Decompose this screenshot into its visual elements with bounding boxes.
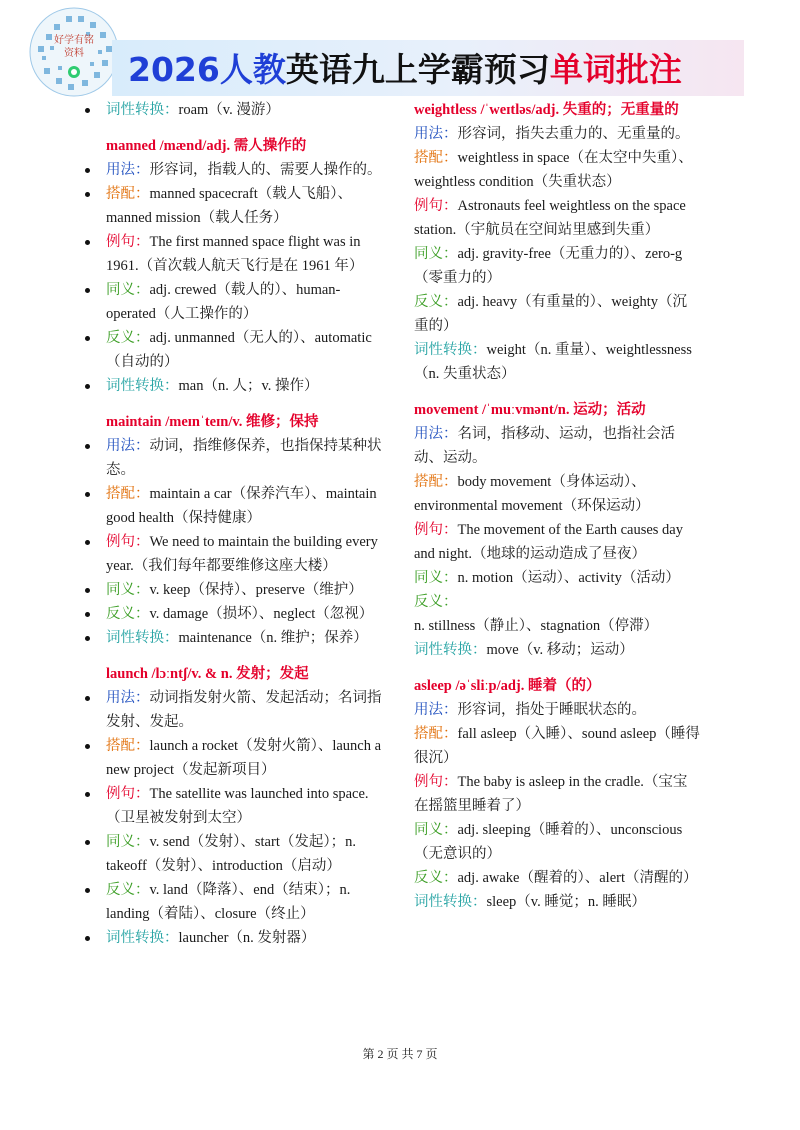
entry-item xyxy=(414,890,700,914)
entry-item xyxy=(414,818,700,866)
item-text: 形容词，指失去重力的、无重量的。 xyxy=(457,126,690,142)
item-text: adj. heavy（有重量的）、weighty（沉重的） xyxy=(414,294,688,334)
item-label: 词性转换： xyxy=(106,630,179,646)
entry-item xyxy=(414,470,700,518)
item-label: 词性转换： xyxy=(414,642,487,658)
entry-item xyxy=(414,518,700,566)
item-label: 例句： xyxy=(414,774,458,790)
item-label: 同义： xyxy=(106,582,150,598)
entry-item xyxy=(82,158,390,182)
item-text: v. send（发射）、start（发起）；n. takeoff（发射）、introduction（启动） xyxy=(106,834,356,874)
entry-item xyxy=(82,230,390,278)
item-label: 词性转换： xyxy=(414,894,487,910)
logo xyxy=(28,6,120,98)
title-part2: 英语九上学霸预习 xyxy=(285,50,550,89)
item-text: weight（n. 重量）、weightlessness（n. 失重状态） xyxy=(414,342,692,382)
left-column xyxy=(82,98,390,950)
item-label: 例句： xyxy=(106,234,150,250)
item-label: 用法： xyxy=(414,126,458,142)
item-label: 用法： xyxy=(414,426,458,442)
item-label: 反义： xyxy=(414,594,458,610)
item-label: 搭配： xyxy=(414,474,458,490)
entry-item xyxy=(414,122,700,146)
item-label: 反义： xyxy=(106,330,150,346)
page-footer: 第 2 页 共 7 页 xyxy=(362,1047,438,1061)
item-text: 形容词，指处于睡眠状态的。 xyxy=(457,702,646,718)
item-label: 同义： xyxy=(414,822,458,838)
entry-item xyxy=(82,434,390,482)
item-text: n. stillness（静止）、stagnation（停滞） xyxy=(414,618,659,634)
headword: maintain /meɪnˈteɪn/v. 维修；保持 xyxy=(106,414,319,430)
item-label: 词性转换： xyxy=(414,342,487,358)
entry-item xyxy=(414,194,700,242)
item-text: manned spacecraft（载人飞船）、manned mission（载人任务） xyxy=(106,186,353,226)
item-text: 形容词，指载人的、需要人操作的。 xyxy=(149,162,382,178)
item-label: 同义： xyxy=(414,570,458,586)
entry-item xyxy=(82,782,390,830)
headword: manned /mænd/adj. 需人操作的 xyxy=(106,138,307,154)
item-label: 搭配： xyxy=(414,150,458,166)
item-list xyxy=(82,686,390,950)
item-label: 用法： xyxy=(106,162,150,178)
item-text: maintain a car（保养汽车）、maintain good health（保持健康） xyxy=(106,486,377,526)
logo-text-2: 资料 xyxy=(64,48,84,59)
item-label: 搭配： xyxy=(106,738,150,754)
item-text: move（v. 移动；运动） xyxy=(486,642,634,658)
item-label: 用法： xyxy=(106,690,150,706)
item-text: adj. crewed（载人的）、human-operated（人工操作的） xyxy=(106,282,341,322)
item-label: 用法： xyxy=(414,702,458,718)
entry-item xyxy=(414,290,700,338)
item-text: The baby is asleep in the cradle.（宝宝在摇篮里睡着了） xyxy=(414,774,688,814)
item-text: v. keep（保持）、preserve（维护） xyxy=(149,582,363,598)
item-text: launcher（n. 发射器） xyxy=(178,930,316,946)
headword: movement /ˈmuːvmənt/n. 运动；活动 xyxy=(414,402,646,418)
entry-item xyxy=(82,326,390,374)
right-column xyxy=(414,98,700,914)
item-text: v. land（降落）、end（结束）；n. landing（着陆）、closure（终止） xyxy=(106,882,351,922)
page-title xyxy=(128,44,682,96)
item-label: 词性转换： xyxy=(106,930,179,946)
entry-item xyxy=(82,278,390,326)
entry-item xyxy=(414,770,700,818)
entry-item xyxy=(82,602,390,626)
item-label: 搭配： xyxy=(414,726,458,742)
item-text: adj. unmanned（无人的）、automatic（自动的） xyxy=(106,330,372,370)
item-text: v. damage（损坏）、neglect（忽视） xyxy=(149,606,374,622)
item-text: roam（v. 漫游） xyxy=(178,102,280,118)
entry-item xyxy=(82,686,390,734)
logo-text-1: 好学有铭 xyxy=(54,35,94,46)
title-part1: 人教 xyxy=(219,50,286,89)
item-label: 例句： xyxy=(106,534,150,550)
page-header xyxy=(0,0,800,100)
item-text: Astronauts feel weightless on the space station.（宇航员在空间站里感到失重） xyxy=(414,198,686,238)
item-text: 动词指发射火箭、发起活动；名词指发射、发起。 xyxy=(106,690,382,730)
title-part3: 单词批注 xyxy=(549,50,682,89)
item-text: adj. sleeping（睡着的）、unconscious（无意识的） xyxy=(414,822,683,862)
headword: asleep /əˈsliːp/adj. 睡着（的） xyxy=(414,678,601,694)
item-label: 用法： xyxy=(106,438,150,454)
entry-item xyxy=(82,626,390,650)
item-text: We need to maintain the building every year.（我们每年都要维修这座大楼） xyxy=(106,534,378,574)
entry-item xyxy=(414,566,700,590)
entry-item xyxy=(414,638,700,662)
entry-item xyxy=(414,242,700,290)
headword: weightless /ˈweɪtləs/adj. 失重的；无重量的 xyxy=(414,102,679,118)
item-label: 搭配： xyxy=(106,486,150,502)
entry-item xyxy=(414,866,700,890)
item-label: 同义： xyxy=(106,282,150,298)
item-text: The first manned space flight was in 1961.（首次载人航天飞行是在 1961 年） xyxy=(106,234,364,274)
item-label: 例句： xyxy=(414,198,458,214)
item-list xyxy=(414,422,700,662)
entry-item xyxy=(82,734,390,782)
item-list xyxy=(414,698,700,914)
item-label: 反义： xyxy=(414,294,458,310)
item-text: fall asleep（入睡）、sound asleep（睡得很沉） xyxy=(414,726,700,766)
entry-item xyxy=(82,482,390,530)
item-label: 同义： xyxy=(414,246,458,262)
item-label: 反义： xyxy=(106,606,150,622)
entry-item xyxy=(414,590,700,638)
item-text: adj. gravity-free（无重力的）、zero-g（零重力的） xyxy=(414,246,683,286)
item-label: 搭配： xyxy=(106,186,150,202)
entry-item xyxy=(414,698,700,722)
entry-item xyxy=(82,374,390,398)
item-text: The movement of the Earth causes day and night.（地球的运动造成了昼夜） xyxy=(414,522,683,562)
item-list xyxy=(414,122,700,386)
item-text: maintenance（n. 维护；保养） xyxy=(178,630,368,646)
item-label: 例句： xyxy=(414,522,458,538)
item-label: 例句： xyxy=(106,786,150,802)
entry-item xyxy=(82,530,390,578)
item-text: man（n. 人；v. 操作） xyxy=(178,378,319,394)
entry-item xyxy=(414,338,700,386)
entry-item xyxy=(82,578,390,602)
entry-item xyxy=(82,926,390,950)
item-text: The satellite was launched into space.（卫星被发射到太空） xyxy=(106,786,369,826)
item-text: adj. awake（醒着的）、alert（清醒的） xyxy=(457,870,698,886)
item-label: 同义： xyxy=(106,834,150,850)
item-text: 名词，指移动、运动，也指社会活动、运动。 xyxy=(414,426,675,466)
item-list xyxy=(82,434,390,650)
item-list xyxy=(82,158,390,398)
entry-item xyxy=(82,182,390,230)
entry-item xyxy=(82,98,390,122)
item-text: 动词，指维修保养，也指保持某种状态。 xyxy=(106,438,382,478)
item-text: weightless in space（在太空中失重）、weightless condition（失重状态） xyxy=(414,150,693,190)
entry-item xyxy=(82,878,390,926)
item-text: body movement（身体运动）、environmental movement（环保运动） xyxy=(414,474,650,514)
item-text: n. motion（运动）、activity（活动） xyxy=(457,570,680,586)
title-year: 2026 xyxy=(128,50,220,89)
item-label: 反义： xyxy=(414,870,458,886)
entry-item xyxy=(414,146,700,194)
entry-item xyxy=(82,830,390,878)
item-text: launch a rocket（发射火箭）、launch a new project（发起新项目） xyxy=(106,738,382,778)
headword: launch /lɔːntʃ/v. & n. 发射；发起 xyxy=(106,666,309,682)
item-text: sleep（v. 睡觉；n. 睡眠） xyxy=(486,894,646,910)
item-label: 反义： xyxy=(106,882,150,898)
entry-item xyxy=(414,422,700,470)
entry-item xyxy=(414,722,700,770)
item-label: 词性转换： xyxy=(106,378,179,394)
item-list xyxy=(82,98,390,122)
item-label: 词性转换： xyxy=(106,102,179,118)
